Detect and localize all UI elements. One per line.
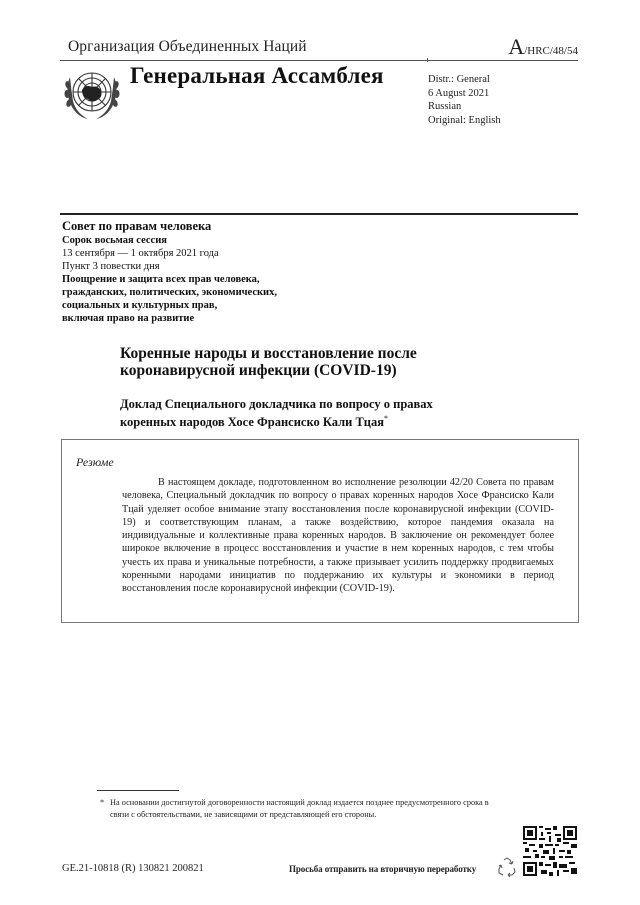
job-code: GE.21-10818 (R) 130821 200821: [62, 863, 204, 874]
date-line: 6 August 2021: [428, 87, 490, 99]
title-line: коронавирусной инфекции (COVID-19): [120, 362, 397, 379]
footnote: [100, 797, 500, 821]
original-line: Original: English: [428, 114, 501, 126]
summary-text: В настоящем докладе, подготовленном во исполнение резолюции 42/20 Совета по правам человека, Специальный докладчик по вопросу о правах коренных народов Хосе Франсиско Кали Тцай уделяет особое внимание этапу восстановления после коронавирусной инфекции (COVID-19) и соответствующим планам, а также воздействию, которое пандемия оказала на индивидуальные и коллективные права коренных народов. В заключение он рекомендует более широкое включение в процесс восстановления и участие в нем коренных народов, с тем чтобы учесть их права и уникальные потребности, а также призывает усилить поддержку продвигаемых коренными народами инициатив по поддержанию их культуры и экономики в период восстановления после коронавирусной инфекции (COVID-19).: [122, 477, 554, 595]
council-name: Совет по правам человека: [62, 219, 212, 233]
footnote-ref: *: [384, 413, 389, 423]
agenda-title-line: гражданских, политических, экономических,: [62, 287, 277, 298]
document-symbol: [508, 34, 578, 59]
header-rule: [60, 60, 578, 61]
agenda-title-line: Поощрение и защита всех прав человека,: [62, 274, 260, 285]
symbol-prefix: A: [508, 34, 525, 59]
subtitle-line: коренных народов Хосе Франсиско Кали Тцая: [120, 414, 385, 429]
symbol-rest: /HRC/48/54: [524, 45, 578, 57]
footnote-text: На основании достигнутой договоренности настоящий доклад издается позднее предусмотренного срока в связи с обстоятельствами, не зависящими от представляющей его стороны.: [110, 798, 489, 819]
header-rule-tick: [427, 58, 428, 62]
session-dates: 13 сентября — 1 октября 2021 года: [62, 248, 219, 259]
session-name: Сорок восьмая сессия: [62, 235, 167, 246]
distribution-block: [428, 73, 501, 127]
summary-box: [61, 439, 579, 623]
footnote-mark: *: [100, 798, 105, 807]
document-subtitle: [120, 397, 480, 429]
distr-line: Distr.: General: [428, 74, 490, 85]
agenda-title-line: социальных и культурных прав,: [62, 300, 218, 311]
title-line: Коренные народы и восстановление после: [120, 345, 417, 362]
summary-label: Резюме: [76, 455, 114, 469]
organization-name: Организация Объединенных Наций: [68, 38, 307, 55]
subtitle-line: Доклад Специального докладчика по вопросу о правах: [120, 397, 433, 411]
section-rule: [60, 213, 578, 215]
un-emblem-icon: [60, 63, 124, 123]
language-line: Russian: [428, 101, 462, 112]
recycle-text: Просьба отправить на вторичную переработку: [289, 864, 477, 874]
recycle-icon: [496, 856, 518, 878]
session-info: [62, 220, 277, 325]
qr-code-icon: [523, 826, 577, 876]
document-title: [120, 345, 480, 379]
body-name: Генеральная Ассамблея: [130, 63, 384, 88]
agenda-item: Пункт 3 повестки дня: [62, 261, 160, 272]
footnote-rule: [97, 790, 179, 791]
agenda-title-line: включая право на развитие: [62, 313, 195, 324]
